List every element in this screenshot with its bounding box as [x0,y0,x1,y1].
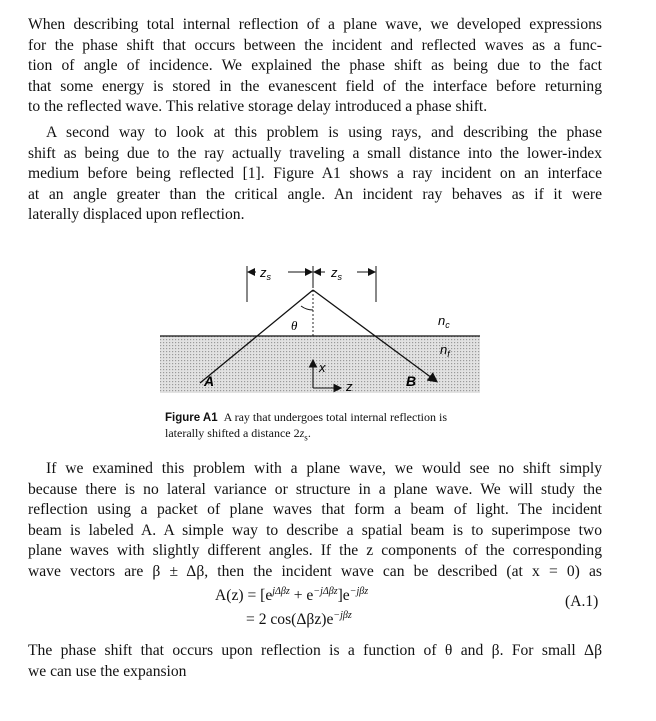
paragraph-3 [28,459,602,583]
text-line: because there is no lateral variance or structure in a plane wave. We will study the [28,480,602,498]
eq-sup3: −jβz [349,586,369,597]
eq-close: ]e [337,587,350,605]
text-line: When describing total internal reflection of a plane wave, we developed expressions [28,16,602,33]
eq-line2-sup: −jβz [333,610,352,621]
equation-line-1 [215,586,368,605]
caption-var: z [299,426,305,440]
caption-sub: s [304,432,308,443]
text-line: plane waves with slightly different angles. If the z components of the corresponding [28,542,602,560]
text-line: medium before being reflected [1]. Figure A1 shows a ray incident on an interface [28,165,602,183]
text-line: If we examined this problem with a plane wave, we would see no shift simply [46,460,602,477]
figure-caption [165,410,455,445]
text-line: laterally displaced upon reflection. [28,206,245,224]
theta-arc [301,306,313,310]
zs-label-right: $z_s$ [331,265,342,282]
nc-label: $n_c$ [438,313,450,330]
caption-end: . [307,426,311,440]
eq-line2-main: = 2 cos(Δβz)e [246,611,334,629]
nf-label: $n_f$ [440,342,450,359]
eq-sup2: −jΔβz [313,586,338,597]
eq-plus: + e [289,587,314,605]
x-axis-label: x [319,360,326,375]
zs-label-left: $z_s$ [260,265,271,282]
beam-b-label: B [406,373,417,389]
paragraph-2 [28,123,602,226]
text-line: The phase shift that occurs upon reflection is a function of θ and β. For small Δβ [28,642,602,659]
text-line: that some energy is stored in the evanescent field of the interface before returning [28,77,602,95]
paragraph-4 [28,641,602,682]
figure-a1-diagram [160,258,480,398]
text-line: A second way to look at this problem is using rays, and describing the phase [46,124,602,141]
text-line: for the phase shift that occurs between the incident and reflected waves as a func- [28,36,602,54]
text-line: to the reflected wave. This relative storage delay introduced a phase shift. [28,98,488,116]
figure-label: Figure A1 [165,412,218,424]
eq-lhs: A(z) = [e [215,587,273,605]
beam-a-label: A [204,373,215,389]
eq-sup1: jΔβz [272,586,290,597]
text-line: wave vectors are β ± Δβ, then the incident wave can be described (at x = 0) as [28,562,602,580]
z-axis-label: z [346,379,353,394]
equation-number: (A.1) [565,593,599,610]
theta-label: θ [291,318,298,333]
caption-text: A ray that undergoes total internal reflection is laterally shifted a distance 2 [165,410,447,440]
text-line: at an angle greater than the critical angle. An incident ray behaves as if it were [28,185,602,203]
equation-line-2 [246,610,352,629]
text-line: beam is labeled A. A simple way to describe a spatial beam is to superimpose two [28,521,602,539]
text-line: reflection using a packet of plane waves that form a beam of light. The incident [28,501,602,519]
paragraph-1 [28,15,602,118]
text-line: shift as being due to the ray actually traveling a small distance into the lower-index [28,144,602,162]
text-line: we can use the expansion [28,662,187,680]
text-line: tion of angle of incidence. We explained the phase shift as being due to the fact [28,57,602,75]
